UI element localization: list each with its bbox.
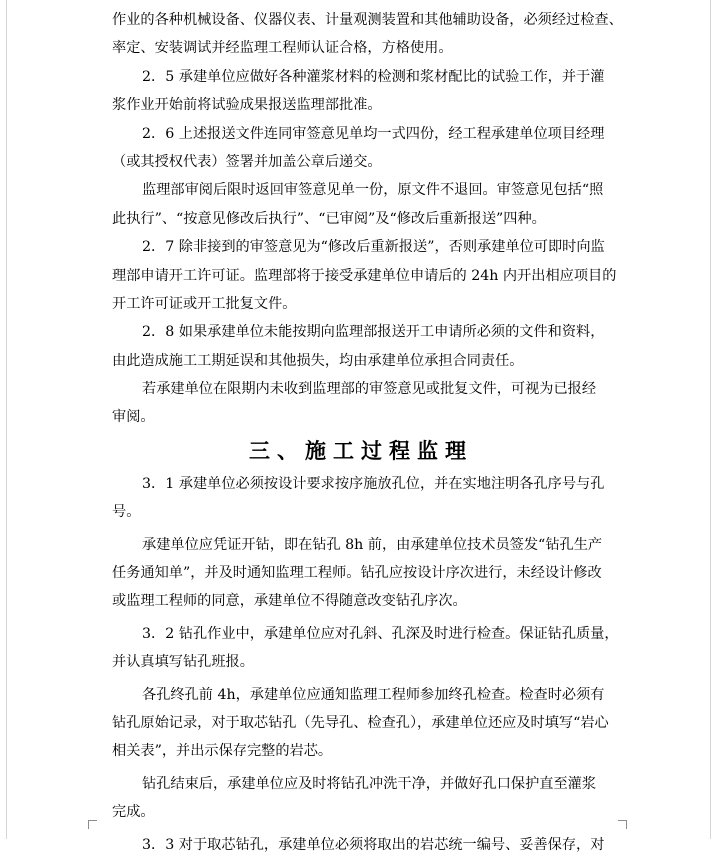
paragraph: [112, 63, 610, 120]
paragraph-line: 任务通知单”，并及时通知监理工程师。钻孔应按设计序次进行，未经设计修改: [112, 565, 602, 582]
paragraph-line: 各孔终孔前 4h，承建单位应通知监理工程师参加终孔检查。检查时必须有: [142, 686, 605, 703]
paragraph: [112, 531, 610, 616]
paragraph-line: 率定、安装调试并经监理工程师认证合格，方格使用。: [112, 40, 453, 57]
page-corner-mark-right: [618, 820, 627, 829]
paragraph-line: 3．2 钻孔作业中，承建单位应对孔斜、孔深及时进行检查。保证钻孔质量，: [142, 625, 619, 642]
paragraph: [112, 681, 610, 766]
paragraph: [112, 470, 610, 527]
paragraph-line: （或其授权代表）签署并加盖公章后递交。: [112, 153, 382, 170]
paragraph-line: 3．3 对于取芯钻孔，承建单位必须将取出的岩芯统一编号、妥善保存，对: [142, 836, 605, 853]
paragraph-line: 并认真填写钻孔班报。: [112, 654, 254, 671]
paragraph-line: 3．1 承建单位必须按设计要求按序施放孔位，并在实地注明各孔序号与孔: [142, 475, 605, 492]
paragraph: [112, 120, 610, 177]
paragraph-line: 若承建单位在限期内未收到监理部的审签意见或批复文件，可视为已报经: [142, 381, 597, 398]
paragraph-line: 钻孔原始记录，对于取芯钻孔（先导孔、检查孔），承建单位还应及时填写“岩心: [112, 714, 609, 731]
paragraph-line: 2．7 除非接到的审签意见为“修改后重新报送”，否则承建单位可即时向监: [142, 239, 605, 256]
section-heading: 三、施工过程监理: [249, 438, 473, 463]
paragraph-line: 2．6 上述报送文件连同审签意见单均一式四份，经工程承建单位项目经理: [142, 125, 605, 142]
paragraph-line: 或监理工程师的同意，承建单位不得随意改变钻孔序次。: [112, 593, 467, 610]
paragraph: [112, 176, 610, 233]
paragraph-line: 2．8 如果承建单位未能按期向监理部报送开工申请所必须的文件和资料，: [142, 324, 605, 341]
paragraph-line: 相关表”，并出示保存完整的岩芯。: [112, 743, 333, 760]
paragraph: [112, 831, 610, 859]
paragraph: [112, 770, 610, 827]
document-body: [112, 6, 623, 859]
paragraph: [112, 6, 623, 63]
paragraph-line: 完成。: [112, 804, 155, 821]
paragraph: [112, 620, 619, 677]
paragraph: [112, 318, 610, 375]
paragraph-line: 2．5 承建单位应做好各种灌浆材料的检测和浆材配比的试验工作，并于灌: [142, 68, 605, 85]
paragraph-line: 浆作业开始前将试验成果报送监理部批准。: [112, 97, 382, 114]
paragraph-line: 钻孔结束后，承建单位应及时将钻孔冲洗干净，并做好孔口保护直至灌浆: [142, 775, 597, 792]
paragraph-line: 由此造成施工工期延误和其他损失，均由承建单位承担合同责任。: [112, 352, 524, 369]
paragraph: [112, 233, 617, 318]
paragraph: [112, 375, 610, 432]
paragraph-line: 开工许可证或开工批复文件。: [112, 295, 297, 312]
paragraph-line: 作业的各种机械设备、仪器仪表、计量观测装置和其他辅助设备，必须经过检查、: [112, 12, 623, 28]
paragraph-line: 监理部审阅后限时返回审签意见单一份，原文件不退回。审签意见包括“照: [142, 182, 604, 199]
paragraph-line: 此执行”、“按意见修改后执行”、“已审阅”及“修改后重新报送”四种。: [112, 210, 546, 227]
paragraph-line: 号。: [112, 504, 141, 521]
paragraph-line: 理部申请开工许可证。监理部将于接受承建单位申请后的 24h 内开出相应项目的: [112, 267, 617, 284]
paragraph-line: 承建单位应凭证开钻，即在钻孔 8h 前，由承建单位技术员签发“钻孔生产: [142, 536, 603, 553]
paragraph-line: 审阅。: [112, 409, 155, 426]
page-corner-mark-left: [88, 820, 97, 829]
